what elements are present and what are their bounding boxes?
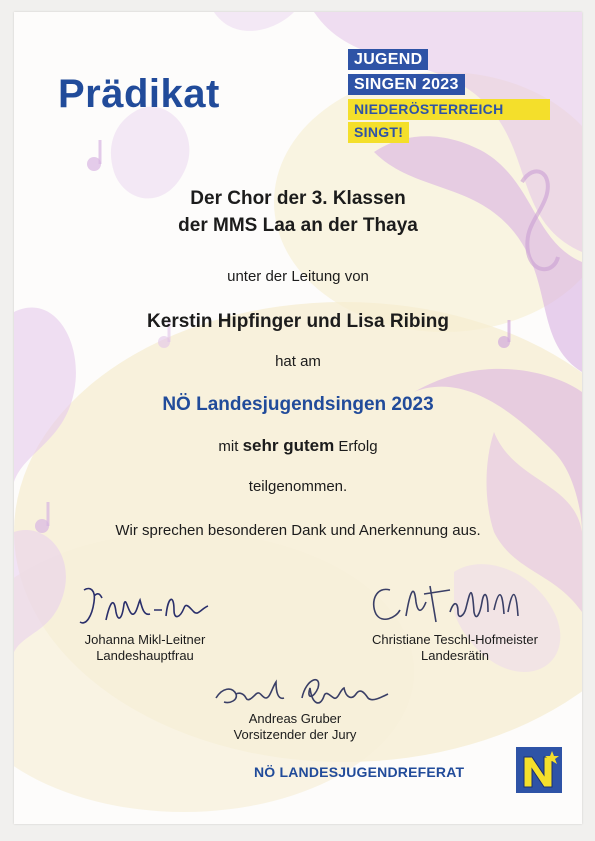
signature-teschl-hofmeister [366,572,536,632]
choir-name-line-2: der MMS Laa an der Thaya [178,215,418,236]
signatory-2-name: Christiane Teschl-Hofmeister [372,632,538,647]
signatory-1-name: Johanna Mikl-Leitner [84,632,206,647]
page-title: Prädikat [58,72,220,116]
signatory-2-role: Landesrätin [421,648,489,663]
result-suffix: Erfolg [338,438,378,455]
result-grade: sehr gutem [242,436,335,455]
event-name: NÖ Landesjugendsingen 2023 [162,394,434,415]
signatory-3-name: Andreas Gruber [248,711,342,726]
thanks-text: Wir sprechen besonderen Dank und Anerkennung aus. [115,522,481,539]
logo-line-3: NIEDERÖSTERREICH [348,99,550,120]
logo-line-4: SINGT! [348,122,409,143]
signatory-3 [220,711,370,743]
result-line [14,436,582,456]
signatory-1-role: Landeshauptfrau [96,648,194,663]
choir-name-line-1: Der Chor der 3. Klassen [190,188,406,209]
signature-gruber [210,668,400,714]
noe-logo [516,747,562,793]
direction-text: unter der Leitung von [227,268,369,285]
participated-text: teilgenommen. [248,478,348,495]
signature-mikl-leitner [76,582,216,632]
certificate-page [14,12,582,824]
footer-label: NÖ LANDESJUGENDREFERAT [254,764,465,780]
has-at-text: hat am [275,353,321,370]
signatory-1 [70,632,220,664]
signatory-3-role: Vorsitzender der Jury [233,727,357,742]
conductor-names: Kerstin Hipfinger und Lisa Ribing [147,311,449,332]
result-prefix: mit [218,438,239,455]
signatory-2 [360,632,550,664]
logo-line-1: JUGEND [348,49,428,70]
noe-logo-mark [516,747,562,793]
logo-line-2: SINGEN 2023 [348,74,465,95]
